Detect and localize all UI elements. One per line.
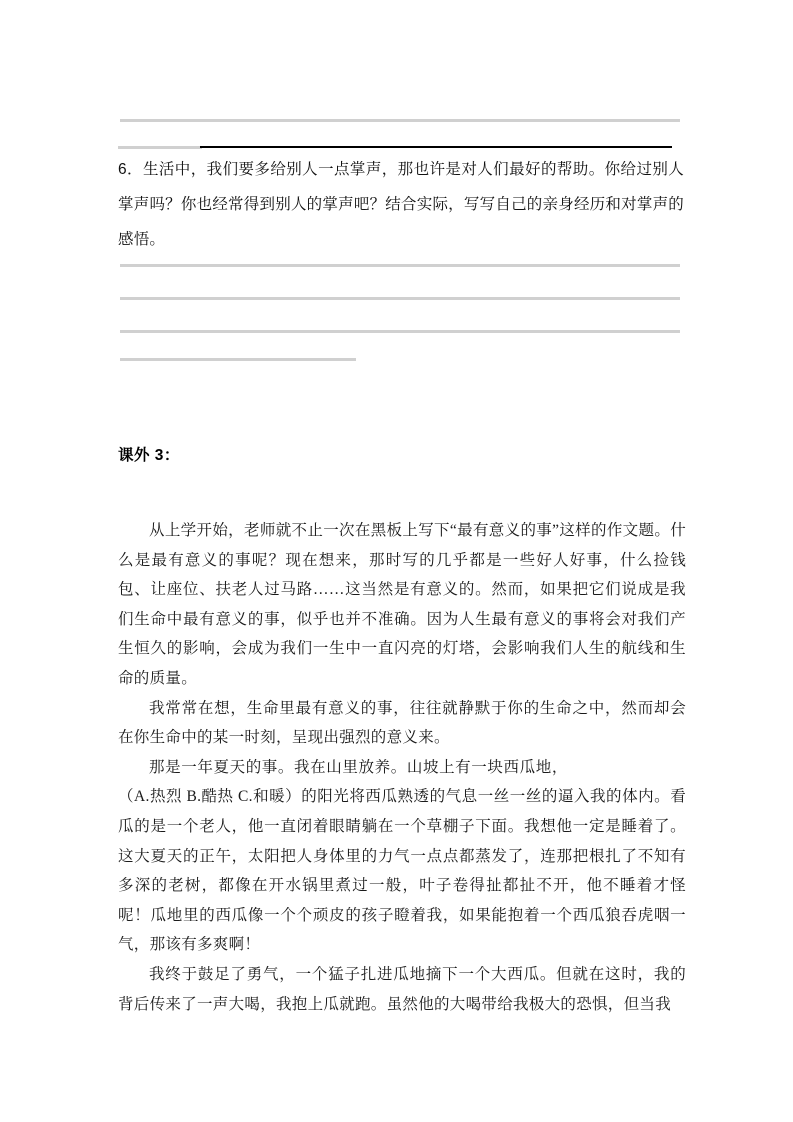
answer-line-3 [120, 330, 680, 333]
choice-text-after-options: 的阳光将西瓜熟透的气息一丝一丝的逼入我的体内。看瓜的是一个老人，他一直闭着眼睛躺在一个草棚子下面。我想他一定是睡着了。这大夏天的正午，太阳把人身体里的力气一点点都蒸发了，连那把根扎了不知有多深的老树，都像在开水锅里煮过一般，叶子卷得扯都扯不开，他不睡着才怪呢！瓜地里的西瓜像一个个顽皮的孩子瞪着我，如果能抱着一个西瓜狼吞虎咽一气，那该有多爽啊！ [118, 788, 687, 954]
choice-options: （A.热烈 B.酷热 C.和暖） [118, 788, 302, 806]
passage-paragraph-2: 我常常在想，生命里最有意义的事，往往就静默于你的生命之中，然而却会在你生命中的某一时刻，呈现出强烈的意义来。 [118, 699, 686, 747]
question-6-body: 生活中，我们要多给别人一点掌声，那也许是对人们最好的帮助。你给过别人掌声吗？你也经常得到别人的掌声吧？结合实际，写写自己的亲身经历和对掌声的感悟。 [118, 161, 684, 248]
horizontal-rule-underline-gray [118, 146, 202, 149]
reading-passage [118, 516, 686, 1019]
choice-text-before-blank: 那是一年夏天的事。我在山里放养。山坡上有一块西瓜地， [149, 758, 568, 776]
section-heading: 课外 3： [118, 447, 180, 464]
answer-line-4 [120, 358, 356, 361]
question-6-number: 6 [118, 161, 127, 178]
horizontal-rule-top [120, 119, 680, 122]
question-6-separator: ． [126, 161, 143, 178]
passage-paragraph-choice [118, 753, 686, 960]
passage-paragraph-1: 从上学开始，老师就不止一次在黑板上写下“最有意义的事”这样的作文题。什么是最有意义的事呢？现在想来，那时写的几乎都是一些好人好事，什么捡钱包、让座位、扶老人过马路……这当然是有意义的。然而，如果把它们说成是我们生命中最有意义的事，似乎也并不准确。因为人生最有意义的事将会对我们产生恒久的影响，会成为我们一生中一直闪亮的灯塔，会影响我们人生的航线和生命的质量。 [118, 522, 686, 687]
question-6-block [118, 152, 684, 257]
horizontal-rule-underline-dark [200, 146, 672, 148]
question-6-text [118, 152, 684, 257]
answer-line-2 [120, 297, 680, 300]
passage-paragraph-3: 我终于鼓足了勇气，一个猛子扎进瓜地摘下一个大西瓜。但就在这时，我的背后传来了一声大喝，我抱上瓜就跑。虽然他的大喝带给我极大的恐惧，但当我 [118, 965, 686, 1013]
answer-line-1 [120, 264, 680, 267]
